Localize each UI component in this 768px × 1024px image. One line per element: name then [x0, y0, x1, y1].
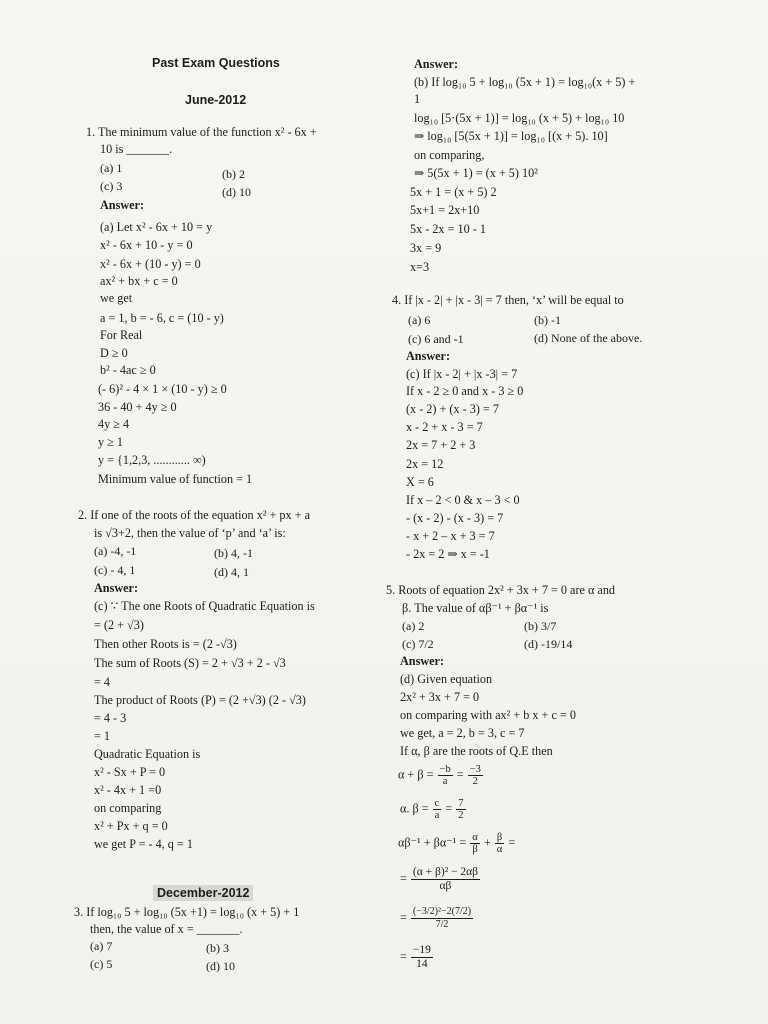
left-text-line: Answer:	[100, 198, 145, 212]
right-text-line: log₁₀ [5·(5x + 1)] = log₁₀ (x + 5) + log₁₀ 10	[414, 111, 625, 125]
plus-sign: +	[483, 835, 491, 850]
left-text-line: x² - 6x + 10 - y = 0	[100, 238, 193, 252]
left-text-line: a = 1, b = - 6, c = (10 - y)	[100, 311, 224, 325]
fraction-numerator: −3	[469, 764, 481, 775]
equals-sign: =	[456, 767, 464, 782]
left-text-line: ax² + bx + c = 0	[100, 274, 178, 288]
left-text-line: (b) 3	[206, 941, 229, 955]
left-text-line: The product of Roots (P) = (2 +√3) (2 - √3)	[94, 693, 306, 707]
left-text-line: = 1	[94, 729, 111, 743]
left-text-line: we get P = - 4, q = 1	[94, 837, 193, 851]
left-text-line: (c) 5	[90, 957, 113, 971]
fraction-numerator: β	[495, 832, 505, 844]
right-text-line: (c) If |x - 2| + |x -3| = 7	[406, 367, 518, 381]
fraction-numerator: (α + β)² − 2αβ	[412, 866, 479, 878]
expansion-step-line	[400, 866, 481, 893]
left-text-line: (a) 1	[100, 161, 123, 175]
fraction-denominator: a	[434, 810, 440, 821]
fraction-numerator: 7	[458, 798, 464, 809]
section-heading-december-2012: December-2012	[153, 885, 253, 901]
right-text-line: ⇒ 5(5x + 1) = (x + 5) 10²	[414, 166, 538, 180]
left-text-line: 10 is _______.	[100, 142, 173, 156]
left-text-line: (c) ∵ The one Roots of Quadratic Equation is	[94, 599, 315, 613]
left-text-line: Answer:	[94, 581, 139, 595]
right-text-line: X = 6	[406, 475, 434, 489]
left-text-line: on comparing	[94, 801, 162, 815]
fraction-denominator: α	[496, 844, 503, 855]
right-text-line: (b) 3/7	[524, 619, 557, 633]
right-text-line: (d) -19/14	[524, 637, 573, 651]
left-text-line: For Real	[100, 328, 143, 342]
right-text-line: β. The value of αβ⁻¹ + βα⁻¹ is	[402, 601, 549, 615]
fraction-final-answer	[411, 944, 433, 971]
left-text-line: (d) 10	[206, 959, 235, 973]
right-text-line: x - 2 + x - 3 = 7	[406, 420, 483, 434]
left-text-line: 4y ≥ 4	[98, 417, 130, 431]
reciprocal-sum-line	[398, 832, 515, 855]
right-text-line: If α, β are the roots of Q.E then	[400, 744, 553, 758]
left-text-line: Then other Roots is = (2 -√3)	[94, 637, 237, 651]
page-title: Past Exam Questions	[152, 56, 280, 70]
right-text-line: (c) 6 and -1	[408, 332, 464, 346]
right-text-line: (x - 2) + (x - 3) = 7	[406, 402, 499, 416]
left-text-line: D ≥ 0	[100, 346, 128, 360]
right-text-line: - x + 2 – x + 3 = 7	[406, 529, 495, 543]
left-text-line: (c) - 4, 1	[94, 563, 136, 577]
right-text-line: - (x - 2) - (x - 3) = 7	[406, 511, 504, 525]
right-text-line: (b) If log₁₀ 5 + log₁₀ (5x + 1) = log₁₀(x + 5) +	[414, 75, 636, 89]
right-text-line: (c) 7/2	[402, 637, 434, 651]
left-text-line: (b) 4, -1	[214, 546, 253, 560]
fraction-numerator: −b	[439, 764, 451, 775]
fraction-numerator: c	[434, 798, 440, 809]
left-text-line: (- 6)² - 4 × 1 × (10 - y) ≥ 0	[98, 382, 227, 396]
right-text-line: on comparing,	[414, 148, 485, 162]
alpha-beta-sum-line	[398, 764, 484, 787]
fraction-denominator: a	[442, 776, 448, 787]
right-text-line: If x – 2 < 0 & x – 3 < 0	[406, 493, 520, 507]
left-text-line: b² - 4ac ≥ 0	[100, 363, 156, 377]
equals-sign: =	[508, 835, 516, 850]
right-text-line: If x - 2 ≥ 0 and x - 3 ≥ 0	[406, 384, 524, 398]
left-text-line: (d) 4, 1	[214, 565, 249, 579]
equals-sign: =	[400, 871, 407, 886]
fraction-c-over-a	[433, 798, 442, 821]
left-text-line: 1. The minimum value of the function x² - 6x +	[86, 125, 317, 139]
final-result-line	[400, 944, 434, 971]
left-text-line: The sum of Roots (S) = 2 + √3 + 2 - √3	[94, 656, 286, 670]
equals-sign: =	[445, 801, 453, 816]
left-text-line: x² - 4x + 1 =0	[94, 783, 162, 797]
product-lhs: α. β =	[400, 801, 429, 816]
left-text-line: 3. If log₁₀ 5 + log₁₀ (5x +1) = log₁₀ (x + 5) + 1	[74, 905, 300, 919]
fraction-denominator: β	[472, 844, 478, 855]
right-text-line: 5. Roots of equation 2x² + 3x + 7 = 0 are α and	[386, 583, 616, 597]
right-text-line: Answer:	[414, 57, 459, 71]
right-text-line: 3x = 9	[410, 241, 442, 255]
right-text-line: (d) Given equation	[400, 672, 493, 686]
left-text-line: (b) 2	[222, 167, 245, 181]
left-text-line: 36 - 40 + 4y ≥ 0	[98, 400, 177, 414]
fraction-denominator: 14	[416, 958, 428, 970]
substitution-step-line	[400, 906, 474, 931]
fraction-numerator: (−3/2)²−2(7/2)	[412, 906, 472, 917]
right-text-line: x=3	[410, 260, 430, 274]
fraction-numerator: α	[472, 832, 478, 843]
left-text-line: y ≥ 1	[98, 435, 123, 449]
section-heading-june-2012: June-2012	[185, 93, 247, 107]
left-text-line: (a) -4, -1	[94, 544, 137, 558]
right-text-line: ⇒ log₁₀ [5(5x + 1)] = log₁₀ [(x + 5). 10]	[414, 129, 608, 143]
fraction-alpha-over-beta	[470, 832, 480, 855]
left-text-line: then, the value of x = _______.	[90, 922, 243, 936]
left-text-line: x² - Sx + P = 0	[94, 765, 166, 779]
left-text-line: x² - 6x + (10 - y) = 0	[100, 257, 201, 271]
left-text-line: = (2 + √3)	[94, 618, 144, 632]
right-text-line: 2x² + 3x + 7 = 0	[400, 690, 480, 704]
right-text-line: 5x + 1 = (x + 5) 2	[410, 185, 497, 199]
right-text-line: 2x = 12	[406, 457, 444, 471]
left-text-line: (c) 3	[100, 179, 123, 193]
fraction-denominator: 7/2	[435, 919, 449, 930]
right-text-line: (a) 6	[408, 313, 431, 327]
right-text-line: we get, a = 2, b = 3, c = 7	[400, 726, 525, 740]
left-text-line: = 4 - 3	[94, 711, 127, 725]
right-text-line: 4. If |x - 2| + |x - 3| = 7 then, ‘x’ will be equal to	[392, 293, 624, 307]
alpha-beta-product-line	[400, 798, 467, 821]
right-text-line: - 2x = 2 ⇒ x = -1	[406, 547, 490, 561]
equals-sign: =	[400, 949, 407, 964]
fraction-minus-3-over-2	[468, 764, 483, 787]
reciprocal-lhs: αβ⁻¹ + βα⁻¹ =	[398, 835, 467, 850]
right-text-line: Answer:	[400, 654, 445, 668]
fraction-numerator: −19	[412, 944, 431, 956]
left-text-line: x² + Px + q = 0	[94, 819, 168, 833]
fraction-denominator: αβ	[439, 880, 452, 892]
right-text-line: (a) 2	[402, 619, 425, 633]
left-text-line: is √3+2, then the value of ‘p’ and ‘a’ is:	[94, 526, 286, 540]
sum-lhs: α + β =	[398, 767, 434, 782]
left-text-line: (d) 10	[222, 185, 251, 199]
left-text-line: Quadratic Equation is	[94, 747, 201, 761]
right-text-line: Answer:	[406, 349, 451, 363]
right-text-line: 5x+1 = 2x+10	[410, 203, 480, 217]
right-text-line: on comparing with ax² + b x + c = 0	[400, 708, 576, 722]
left-text-line: (a) Let x² - 6x + 10 = y	[100, 220, 213, 234]
right-text-line: 5x - 2x = 10 - 1	[410, 222, 486, 236]
equals-sign: =	[400, 910, 407, 925]
right-text-line: (d) None of the above.	[534, 331, 643, 345]
fraction-substituted-values	[411, 906, 473, 931]
fraction-expanded-form	[411, 866, 480, 893]
fraction-denominator: 2	[458, 810, 464, 821]
fraction-denominator: 2	[472, 776, 478, 787]
left-text-line: y = {1,2,3, ............ ∞)	[98, 453, 206, 467]
right-text-line: (b) -1	[534, 313, 561, 327]
left-text-line: = 4	[94, 675, 111, 689]
left-text-line: we get	[100, 291, 133, 305]
right-text-line: 1	[414, 92, 421, 106]
fraction-7-over-2	[456, 798, 465, 821]
fraction-minus-b-over-a	[438, 764, 453, 787]
left-text-line: 2. If one of the roots of the equation x² + px + a	[78, 508, 310, 522]
fraction-beta-over-alpha	[495, 832, 505, 855]
left-text-line: Minimum value of function = 1	[98, 472, 253, 486]
right-text-line: 2x = 7 + 2 + 3	[406, 438, 476, 452]
left-text-line: (a) 7	[90, 939, 113, 953]
